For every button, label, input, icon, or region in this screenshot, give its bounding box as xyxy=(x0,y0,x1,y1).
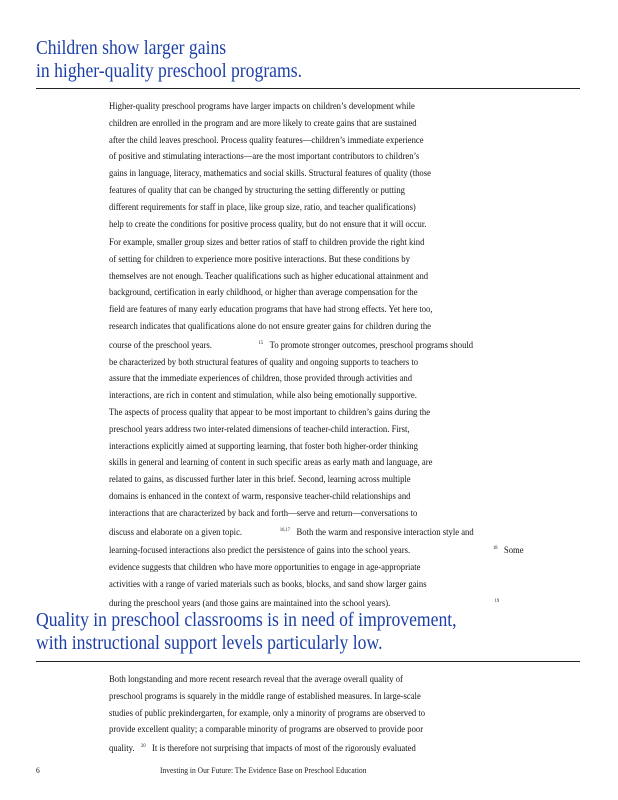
text-line: evidence suggests that children who have more opportunities to engage in age-appropriate xyxy=(109,562,421,574)
heading-rule xyxy=(36,661,580,662)
paragraph-quality-impacts xyxy=(109,99,431,233)
text-line: domains is enhanced in the context of warm, responsive teacher-child relationships and xyxy=(109,490,411,502)
text-line: themselves are not enough. Teacher qualifications such as higher educational attainment and xyxy=(109,270,429,282)
text-segment: discuss and elaborate on a given topic. xyxy=(109,526,243,538)
text-line: help to create the conditions for positive process quality, but do not ensure that it will occur. xyxy=(109,218,427,230)
paragraph-quality-levels xyxy=(109,672,425,758)
paragraph-process-quality xyxy=(109,405,524,613)
footnote-ref: 20 xyxy=(141,744,146,750)
heading-line: Children show larger gains xyxy=(36,37,227,59)
text-line xyxy=(109,541,524,560)
text-line: activities with a range of varied materials such as books, blocks, and sand show larger gains xyxy=(109,578,427,590)
text-line: be characterized by both structural features of quality and ongoing supports to teachers to xyxy=(109,356,419,368)
paragraph-structural-conditions xyxy=(109,235,473,405)
text-line: background, certification in early childhood, or higher than average compensation for the xyxy=(109,287,418,299)
footer-title: Investing in Our Future: The Evidence Base on Preschool Education xyxy=(160,766,367,775)
text-line: interactions that are characterized by back and forth—serve and return—conversations to xyxy=(109,507,418,519)
text-line: The aspects of process quality that appear to be most important to children’s gains during the xyxy=(109,407,431,418)
footnote-ref: 19 xyxy=(494,598,500,604)
text-line xyxy=(109,739,425,758)
text-line: features of quality that can be changed by structuring the setting differently or putting xyxy=(109,184,405,196)
text-line: field are features of many early education programs that have had strong effects. Yet here too, xyxy=(109,304,433,316)
text-line: assure that the immediate experiences of children, those provided through activities and xyxy=(109,373,413,385)
text-line: after the child leaves preschool. Process quality features—children’s immediate experience xyxy=(109,134,424,146)
section-heading-improvement xyxy=(36,609,457,655)
section-heading-gains xyxy=(36,37,302,83)
text-line: studies of public prekindergarten, for example, only a minority of programs are observed to xyxy=(109,707,426,719)
text-line: Both longstanding and more recent research reveal that the average overall quality of xyxy=(109,674,403,685)
page-number: 6 xyxy=(36,766,40,775)
text-segment: Both the warm and responsive interaction style and xyxy=(296,526,474,538)
text-line: interactions explicitly aimed at supporting learning, that foster both higher-order thinking xyxy=(109,440,418,452)
heading-rule xyxy=(36,88,580,89)
text-line: skills in general and learning of content in such specific areas as early math and language, are xyxy=(109,457,433,469)
text-line: For example, smaller group sizes and better ratios of staff to children provide the right kind xyxy=(109,237,425,248)
text-segment: during the preschool years (and those gains are maintained into the school years). xyxy=(109,597,391,609)
text-line: of setting for children to experience more positive interactions. But these conditions by xyxy=(109,253,410,265)
text-line: related to gains, as discussed further later in this brief. Second, learning across multiple xyxy=(109,474,411,486)
text-segment: learning-focused interactions also predict the persistence of gains into the school years. xyxy=(109,545,411,557)
footnote-ref: 16,17 xyxy=(279,527,291,533)
text-line: of positive and stimulating interactions—are the most important contributors to children’s xyxy=(109,151,420,163)
text-line: preschool years address two inter-related dimensions of teacher-child interaction. First, xyxy=(109,423,410,435)
heading-line: in higher-quality preschool programs. xyxy=(36,60,302,82)
text-line: research indicates that qualifications alone do not ensure greater gains for children during the xyxy=(109,320,431,332)
text-line xyxy=(109,336,473,355)
footnote-ref: 15 xyxy=(258,340,264,346)
text-line: gains in language, literacy, mathematics and social skills. Structural features of quality (those xyxy=(109,168,431,180)
text-segment: It is therefore not surprising that impacts of most of the rigorously evaluated xyxy=(152,743,416,755)
text-line: different requirements for staff in place, like group size, ratio, and teacher qualifications) xyxy=(109,201,416,213)
text-line: interactions, are rich in content and stimulation, while also being emotionally supportive. xyxy=(109,390,417,402)
text-segment: To promote stronger outcomes, preschool programs should xyxy=(269,339,474,351)
text-segment: course of the preschool years. xyxy=(109,339,212,351)
heading-line: Quality in preschool classrooms is in need of improvement, xyxy=(36,609,457,631)
text-line xyxy=(109,523,524,542)
text-segment: quality. xyxy=(109,743,135,755)
footnote-ref: 18 xyxy=(492,546,498,552)
heading-line: with instructional support levels particularly low. xyxy=(36,632,383,654)
text-line: Higher-quality preschool programs have larger impacts on children’s development while xyxy=(109,101,415,112)
text-line: children are enrolled in the program and are more likely to create gains that are sustained xyxy=(109,117,417,129)
text-segment: Some xyxy=(503,545,524,557)
text-line: preschool programs is squarely in the middle range of established measures. In large-scale xyxy=(109,690,421,702)
text-line: provide excellent quality; a comparable minority of programs are observed to provide poor xyxy=(109,724,424,736)
